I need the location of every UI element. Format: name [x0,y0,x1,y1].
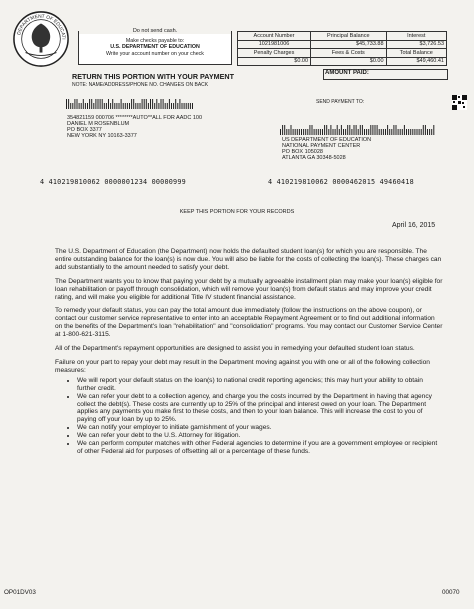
principal-balance-header: Principal Balance [311,32,386,41]
payee-line-4: ATLANTA GA 30348-5028 [282,155,346,161]
balance-table [237,31,447,66]
account-number-value: 1021981006 [238,40,311,49]
interest-header: Interest [386,32,446,41]
mailing-code-line: 354821159 000706 ********AUTO**ALL FOR AADC 100 [67,115,203,121]
form-code: OP01DV03 [4,589,36,596]
amount-paid-label: AMOUNT PAID: [325,70,369,76]
debtor-address [67,115,202,139]
payee-address [282,137,371,161]
penalty-charges-header: Penalty Charges [238,49,311,58]
paragraph-3: To remedy your default status, you can pay the total amount due immediately (follow the instructions on the above coupon), or contact our customer service representative to enter into an acceptable Repayment Agreement or to find out additional information on the benefits of the Department's loan "rehabilitation" and "consolidation" programs. You may contact our Customer Service Center at 1-800-621-3115. [55,307,443,339]
paragraph-1: The U.S. Department of Education (the Department) now holds the defaulted student loan(s) for which you are responsible. The entire outstanding balance for the loan(s) is now due. You will also be liable for the costs of collecting the loan(s). These charges can add substantially to the amount needed to satisfy your debt. [55,248,442,271]
send-payment-label: SEND PAYMENT TO: [316,99,365,105]
paragraph-2: The Department wants you to know that paying your debt by a mutually agreeable installment plan may make your loan(s) eligible for loan rehabilitation or payoff through consolidation, which will remove your loan(s) from default status and may improve your credit rating, and will make you eligible for additional Title IV student financial assistance. [55,277,443,301]
list-item: • We can refer your debt to the U.S. Attorney for litigation. [77,432,443,440]
account-number-header: Account Number [238,32,311,41]
payable-label: Make checks payable to: [125,38,185,44]
interest-value: $3,726.53 [386,40,446,49]
department-seal-logo [12,10,70,68]
payment-instructions-box [78,28,232,65]
total-balance-value: $49,460.41 [386,57,446,66]
list-item: • We can notify your employer to initiate garnishment of your wages. [77,424,443,432]
list-item: • We will report your default status on the loan(s) to national credit reporting agencies; this may hurt your ability to obtain further credit. [77,377,443,393]
return-portion-title: RETURN THIS PORTION WITH YOUR PAYMENT [72,72,234,81]
total-balance-header: Total Balance [386,49,446,58]
principal-balance-value: $45,733.88 [311,40,386,49]
svg-text:DEPARTMENT OF EDUCATION: DEPARTMENT OF EDUCATI [17,14,66,40]
fees-costs-header: Fees & Costs [311,49,386,58]
qr-code-icon [452,95,467,110]
micr-line-left: 4 410219810062 0000001234 00000999 [40,178,186,186]
paragraph-4: All of the Department's repayment opportunities are designed to assist you in remedying your defaulted student loan status. [55,345,415,353]
collection-measures-list [55,377,443,456]
list-item: • We can refer your debt to a collection agency, and charge you the costs incurred by the Department in having that agency collect the debt(s). These costs are currently up to 25% of the principal and interest owed on your loan. The Department applies any payments you make first to these costs, and then to your loan balance. This will increase the cost to you of paying off your loan by up to 25%. [77,393,443,425]
penalty-charges-value: $0.00 [238,57,311,66]
no-cash-text: Do not send cash. [79,28,231,34]
debtor-name: DANIEL M ROSENBLUM [67,121,130,127]
payee-line-2: NATIONAL PAYMENT CENTER [282,143,361,149]
micr-line-right: 4 410219810062 0000462015 49460418 [268,178,414,186]
debtor-street: PO BOX 3377 [67,127,102,133]
fees-costs-value: $0.00 [311,57,386,66]
list-item: • We can perform computer matches with other Federal agencies to determine if you are a government employee or recipient of other Federal aid for purposes of offsetting all or a percentage of these funds. [77,440,443,456]
payee-barcode [280,125,435,135]
letter-date: April 16, 2015 [392,222,436,229]
payee-line-1: US DEPARTMENT OF EDUCATION [282,137,372,143]
address-change-note: NOTE: NAME/ADDRESS/PHONE NO. CHANGES ON BACK [72,82,209,88]
keep-portion-label: KEEP THIS PORTION FOR YOUR RECORDS [179,209,295,215]
debtor-barcode [66,99,194,109]
payee-name: U.S. DEPARTMENT OF EDUCATION [110,44,200,51]
paragraph-5: Failure on your part to repay your debt may result in the Department moving against you with one or all of the following collection measures: [55,358,430,374]
payee-line-3: PO BOX 105028 [282,149,323,155]
write-account-note: Write your account number on your check [106,50,204,57]
letter-body [55,248,443,456]
page-code: 00070 [442,589,460,596]
debtor-city: NEW YORK NY 10163-3377 [67,133,137,139]
